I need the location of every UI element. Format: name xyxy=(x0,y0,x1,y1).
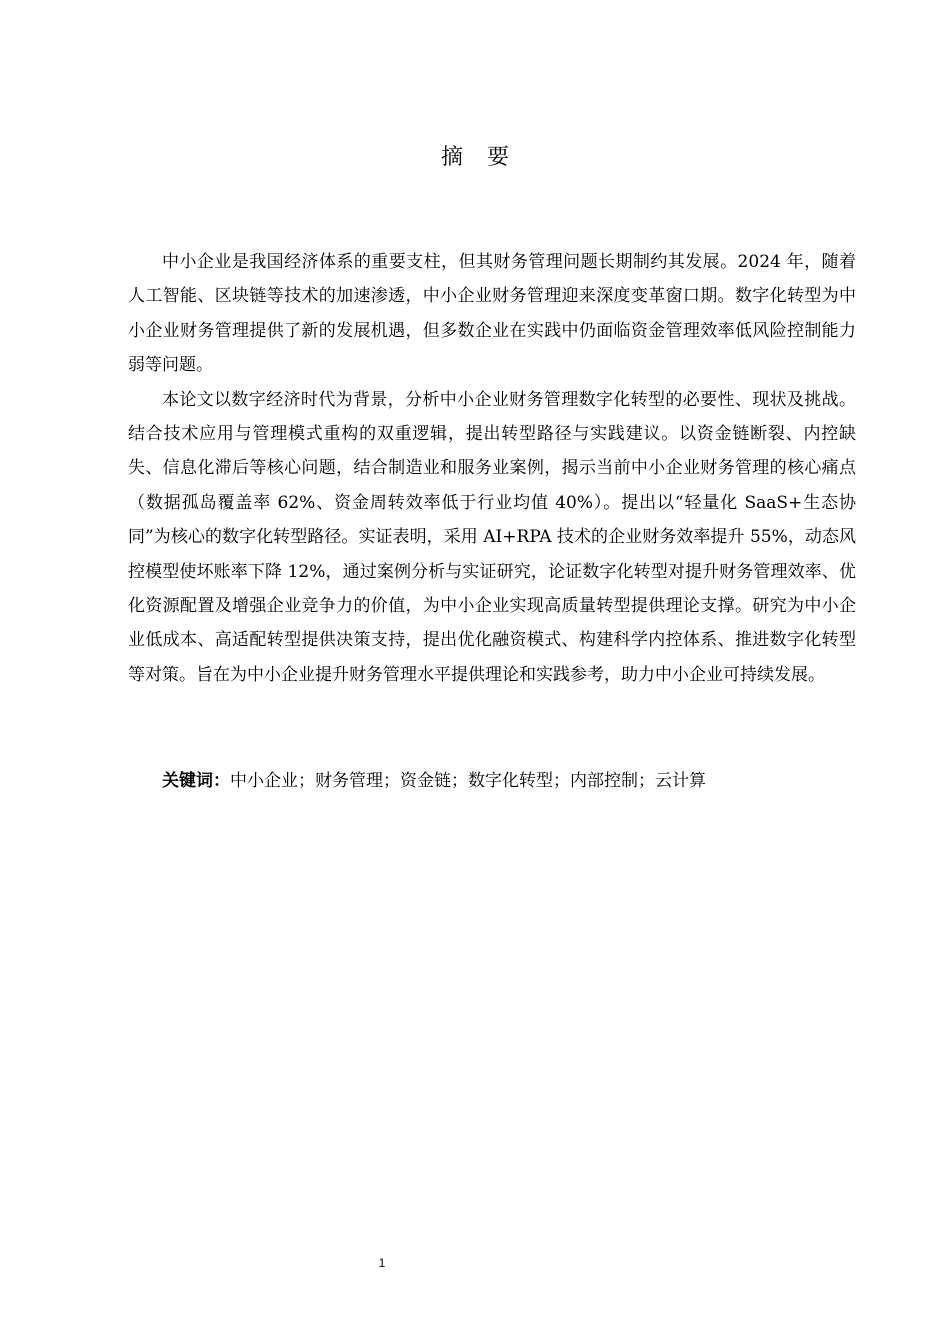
keywords-line xyxy=(162,764,706,798)
abstract-paragraph-1: 中小企业是我国经济体系的重要支柱，但其财务管理问题长期制约其发展。2024 年，随着人工智能、区块链等技术的加速渗透，中小企业财务管理迎来深度变革窗口期。数字化转型为中小企业财务管理提供了新的发展机遇，但多数企业在实践中仍面临资金管理效率低风险控制能力弱等问题。 xyxy=(128,252,856,376)
abstract-title: 摘要 xyxy=(440,145,533,170)
abstract-paragraph-2: 本论文以数字经济时代为背景，分析中小企业财务管理数字化转型的必要性、现状及挑战。结合技术应用与管理模式重构的双重逻辑，提出转型路径与实践建议。以资金链断裂、内控缺失、信息化滞后等核心问题，结合制造业和服务业案例，揭示当前中小企业财务管理的核心痛点（数据孤岛覆盖率 62%、资金周转效率低于行业均值 40%）。提出以“轻量化 SaaS+生态协同”为核心的数字化转型路径。实证表明，采用 AI+RPA 技术的企业财务效率提升 55%，动态风控模型使坏账率下降 12%，通过案例分析与实证研究，论证数字化转型对提升财务管理效率、优化资源配置及增强企业竞争力的价值，为中小企业实现高质量转型提供理论支撑。研究为中小企业低成本、高适配转型提供决策支持，提出优化融资模式、构建科学内控体系、推进数字化转型等对策。旨在为中小企业提升财务管理水平提供理论和实践参考，助力中小企业可持续发展。 xyxy=(128,389,856,685)
keywords-label: 关键词： xyxy=(162,771,230,791)
page-number: 1 xyxy=(378,1256,386,1270)
keywords-list: 中小企业；财务管理；资金链；数字化转型；内部控制；云计算 xyxy=(230,771,706,791)
abstract-body xyxy=(128,245,856,692)
